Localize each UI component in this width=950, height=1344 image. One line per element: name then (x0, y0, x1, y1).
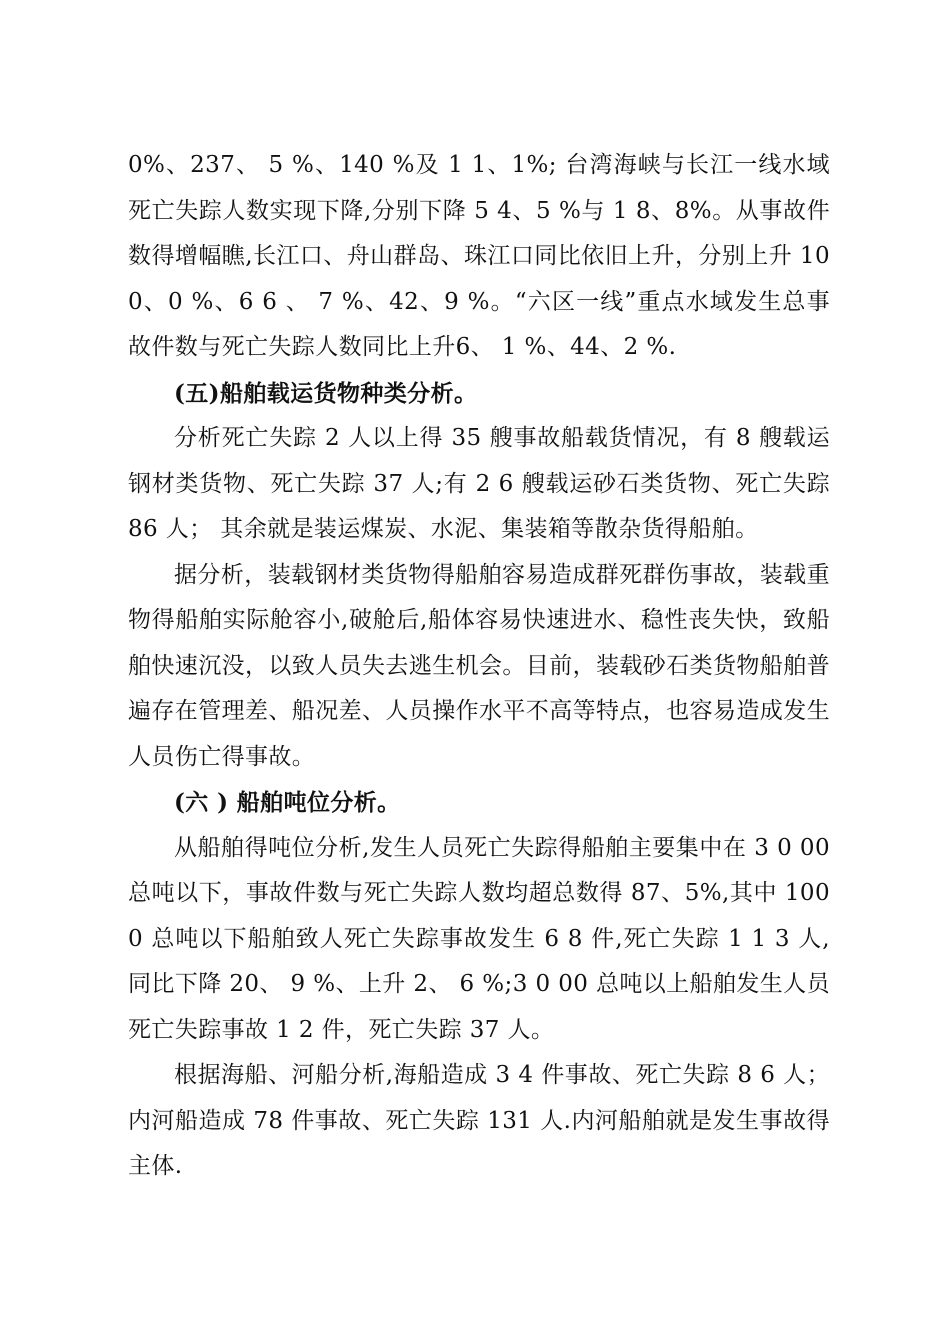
document-body (128, 143, 830, 1190)
section-heading-tonnage: (六 ) 船舶吨位分析。 (174, 789, 401, 816)
section-heading-cargo-type: (五)船舶载运货物种类分析。 (174, 379, 478, 407)
paragraph-sea-river-stats: 根据海船、河船分析,海船造成 3 4 件事故、死亡失踪 8 6 人； 内河船造成 78 件事故、死亡失踪 131 人.内河船舶就是发生事故得主体. (128, 1062, 830, 1179)
paragraph-tonnage-stats: 从船舶得吨位分析,发生人员死亡失踪得船舶主要集中在 3 0 00 总吨以下，事故件数与死亡失踪人数均超总数得 87、5%,其中 100 0 总吨以下船舶致人死亡失踪事故发生 6 8 件,死亡失踪 1 1 3 人,同比下降 20、 9 %、上升 2、 6 %;3 0 00 总吨以上船舶发生人员死亡失踪事故 1 2 件，死亡失踪 37 人。 (128, 834, 830, 1043)
paragraph-water-area-stats: 0%、237、 5 %、140 %及 1 1、1%; 台湾海峡与长江一线水域死亡失踪人数实现下降,分别下降 5 4、5 %与 1 8、8%。从事故件数得增幅瞧,长江口、舟山群岛、珠江口同比依旧上升，分别上升 100、0 %、6 6 、 7 %、42、9 %。“六区一线”重点水域发生总事故件数与死亡失踪人数同比上升6、 1 %、44、2 %. (128, 152, 830, 360)
paragraph-cargo-analysis: 据分析，装载钢材类货物得船舶容易造成群死群伤事故，装载重物得船舶实际舱容小,破舱后,船体容易快速进水、稳性丧失快，致船舶快速沉没，以致人员失去逃生机会。目前，装载砂石类货物船舶普遍存在管理差、船况差、人员操作水平不高等特点，也容易造成发生人员伤亡得事故。 (128, 561, 830, 770)
paragraph-cargo-stats: 分析死亡失踪 2 人以上得 35 艘事故船载货情况，有 8 艘载运钢材类货物、死亡失踪 37 人;有 2 6 艘载运砂石类货物、死亡失踪 86 人； 其余就是装运煤炭、水泥、集装箱等散杂货得船舶。 (128, 425, 830, 542)
